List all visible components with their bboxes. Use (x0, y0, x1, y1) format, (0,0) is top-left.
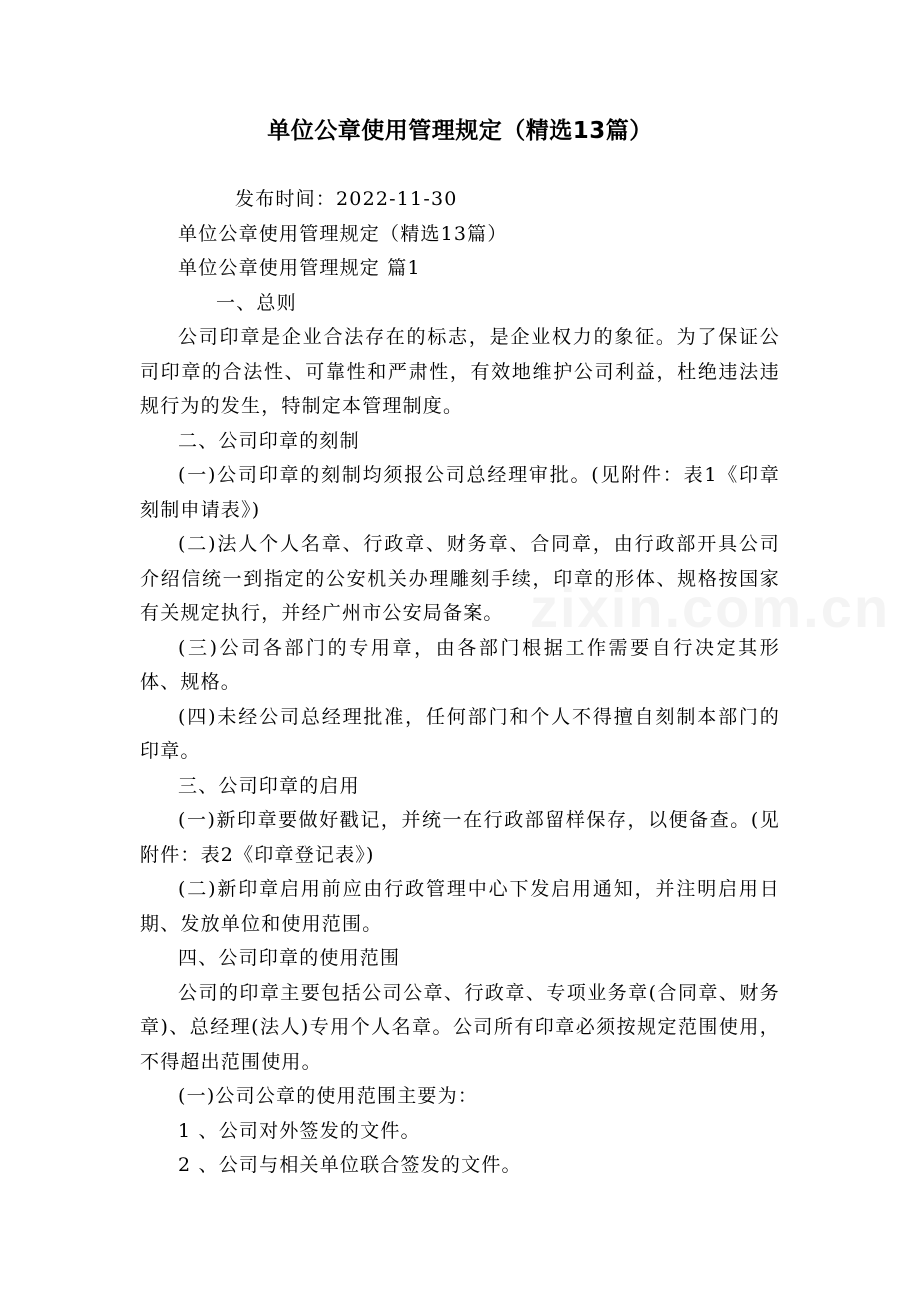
section-heading-general: 一、总则 (216, 291, 297, 314)
paragraph: 公司印章是企业合法存在的标志，是企业权力的象征。为了保证公司印章的合法性、可靠性和严肃性，有效地维护公司利益，杜绝违法违规行为的发生，特制定本管理制度。 (140, 326, 780, 417)
watermark: zixin.com.cn (530, 576, 891, 639)
paragraph: (三)公司各部门的专用章，由各部门根据工作需要自行决定其形体、规格。 (140, 636, 780, 693)
paragraph: (一)新印章要做好戳记，并统一在行政部留样保存，以便备查。(见附件：表2《印章登记表》) (140, 809, 780, 866)
list-item: 2 、公司与相关单位联合签发的文件。 (178, 1154, 522, 1176)
paragraph: (二)法人个人名章、行政章、财务章、合同章，由行政部开具公司介绍信统一到指定的公安机关办理雕刻手续，印章的形体、规格按国家有关规定执行，并经广州市公安局备案。 (140, 533, 780, 624)
list-item: 1 、公司对外签发的文件。 (178, 1119, 421, 1142)
section-heading-engraving: 二、公司印章的刻制 (178, 429, 360, 452)
paragraph: 公司的印章主要包括公司公章、行政章、专项业务章(合同章、财务章)、总经理(法人)专用个人名章。公司所有印章必须按规定范围使用，不得超出范围使用。 (140, 981, 780, 1073)
document-title: 单位公章使用管理规定（精选13篇） (267, 118, 653, 144)
publish-time: 发布时间：2022-11-30 (235, 188, 458, 210)
paragraph: (四)未经公司总经理批准，任何部门和个人不得擅自刻制本部门的印章。 (140, 705, 780, 762)
section-heading-activation: 三、公司印章的启用 (178, 774, 360, 797)
subtitle: 单位公章使用管理规定（精选13篇） (178, 222, 508, 245)
section-heading-scope: 四、公司印章的使用范围 (178, 947, 401, 969)
document-body (140, 182, 780, 1183)
part-heading: 单位公章使用管理规定 篇1 (178, 257, 421, 279)
paragraph: (二)新印章启用前应由行政管理中心下发启用通知，并注明启用日期、发放单位和使用范围。 (140, 878, 780, 935)
paragraph: (一)公司印章的刻制均须报公司总经理审批。(见附件：表1《印章刻制申请表》) (140, 464, 780, 521)
paragraph: (一)公司公章的使用范围主要为： (178, 1085, 479, 1107)
